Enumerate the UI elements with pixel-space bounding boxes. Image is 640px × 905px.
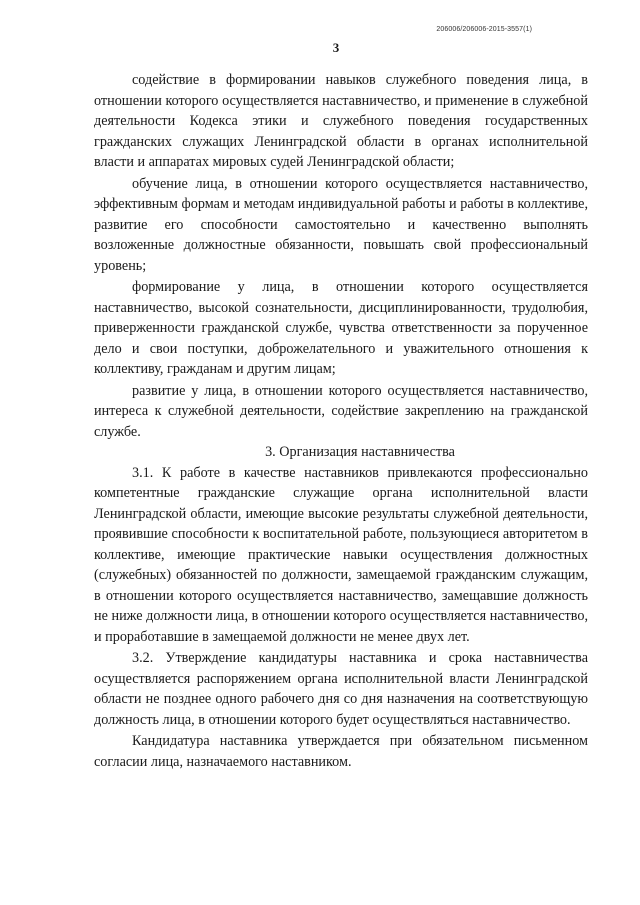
- paragraph: 3.2. Утверждение кандидатуры наставника и срока наставничества осуществляется распоряжением органа исполнительной власти Ленинградской области не позднее одного рабочего дня со дня назначения на соответствующую должность лица, в отношении которого будет осуществляться наставничество.: [94, 650, 588, 728]
- paragraph: развитие у лица, в отношении которого осуществляется наставничество, интереса к служебной деятельности, содействие закреплению на гражданской службе.: [94, 382, 588, 440]
- paragraph: 3.1. К работе в качестве наставников привлекаются профессионально компетентные гражданские служащие органа исполнительной власти Ленинградской области, имеющие высокие результаты служебной деятельности, проявившие способности к воспитательной работе, пользующиеся авторитетом в коллективе, имеющие практические навыки осуществления должностных (служебных) обязанностей по должности, замещаемой гражданским служащим, в отношении которого осуществляется наставничество, замещавшие должность не ниже должности лица, в отношении которого осуществляется наставничество, и проработавшие в замещаемой должности не менее двух лет.: [94, 464, 588, 645]
- section-heading: 3. Организация наставничества: [265, 444, 455, 460]
- document-id: 206006/206006-2015-3557(1): [436, 26, 532, 33]
- page-number: 3: [332, 40, 340, 55]
- paragraph: содействие в формировании навыков служебного поведения лица, в отношении которого осуществляется наставничество, и применение в служебной деятельности Кодекса этики и служебного поведения государственных гражданских служащих Ленинградской области в органах исполнительной власти и аппаратах мировых судей Ленинградской области;: [94, 72, 588, 170]
- paragraph: формирование у лица, в отношении которого осуществляется наставничество, высокой сознательности, дисциплинированности, трудолюбия, приверженности гражданской службе, чувства ответственности за порученное дело и свои поступки, доброжелательного и уважительного отношения к коллективу, гражданам и другим лицам;: [94, 279, 588, 377]
- document-body: [94, 70, 588, 772]
- paragraph: Кандидатура наставника утверждается при обязательном письменном согласии лица, назначаемого наставником.: [94, 733, 588, 770]
- paragraph: обучение лица, в отношении которого осуществляется наставничество, эффективным формам и методам индивидуальной работы и работы в коллективе, развитие его способности самостоятельно и качественно выполнять возложенные должностные обязанности, повышать свой профессиональный уровень;: [94, 175, 588, 274]
